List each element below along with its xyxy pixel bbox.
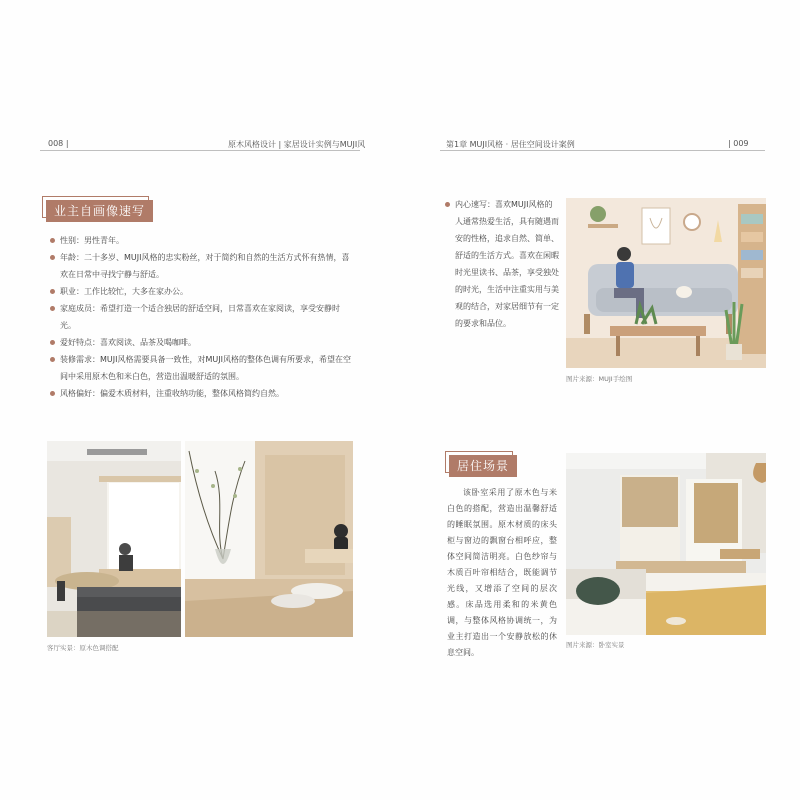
left-header-rule — [40, 150, 360, 151]
living-scene-tag: 居住场景 — [449, 455, 517, 477]
bedroom-photo — [566, 453, 766, 635]
illustration-image — [566, 198, 766, 368]
left-page-number: 008 | — [48, 139, 69, 148]
right-running-head: 第1章 MUJI风格 · 居住空间设计案例 — [446, 140, 575, 149]
living-room-photo — [47, 441, 181, 637]
left-photo-caption: 客厅实景：原木色调搭配 — [47, 644, 119, 652]
illustration-caption: 图片来源：MUJI手绘图 — [566, 375, 633, 383]
list-item: 职业：工作比较忙，大多在家办公。 — [50, 283, 355, 300]
right-page-number: | 009 — [728, 139, 749, 148]
inner-sketch-block — [445, 196, 559, 332]
owner-profile-tag: 业主自画像速写 — [46, 200, 153, 222]
list-item: 风格偏好：偏爱木质材料，注重收纳功能，整体风格简约自然。 — [50, 385, 355, 402]
left-running-head: 原木风格设计 | 家居设计实例与MUJI风 — [228, 140, 366, 149]
list-item: 装修需求：MUJI风格需要具备一致性，对MUJI风格的整体色调有所要求，希望在空间中采用原木色和米白色，营造出温暖舒适的氛围。 — [50, 351, 355, 385]
list-item: 爱好特点：喜欢阅读、品茶及喝咖啡。 — [50, 334, 355, 351]
living-scene-text: 该卧室采用了原木色与米白色的搭配，营造出温馨舒适的睡眠氛围。原木材质的床头柜与窗边的飘窗台相呼应，整体空间简洁明亮。白色纱帘与木质百叶帘相结合，既能调节光线，又增添了空间的层次感。床品选用柔和的米黄色调，与整体风格协调统一，为业主打造出一个安静放松的休息空间。 — [447, 488, 557, 657]
list-item: 家庭成员：希望打造一个适合独居的舒适空间，日常喜欢在家阅读，享受安静时光。 — [50, 300, 355, 334]
inner-sketch-text: 内心速写：喜欢MUJI风格的人通常热爱生活，具有随遇而安的性格，追求自然、简单、舒适的生活方式。喜欢在闲暇时光里读书、品茶，享受独处的时光，生活中注重实用与美观的结合，对家居细节有一定的要求和品位。 — [445, 196, 559, 332]
bedroom-photo-caption: 图片来源：卧室实景 — [566, 641, 625, 649]
list-item: 年龄：二十多岁、MUJI风格的忠实粉丝，对于简约和自然的生活方式怀有热情，喜欢在日常中寻找宁静与舒适。 — [50, 249, 355, 283]
owner-profile-list — [50, 232, 355, 402]
right-header-rule — [440, 150, 765, 151]
list-item: 性别：男性青年。 — [50, 232, 355, 249]
window-seat-photo — [185, 441, 353, 637]
